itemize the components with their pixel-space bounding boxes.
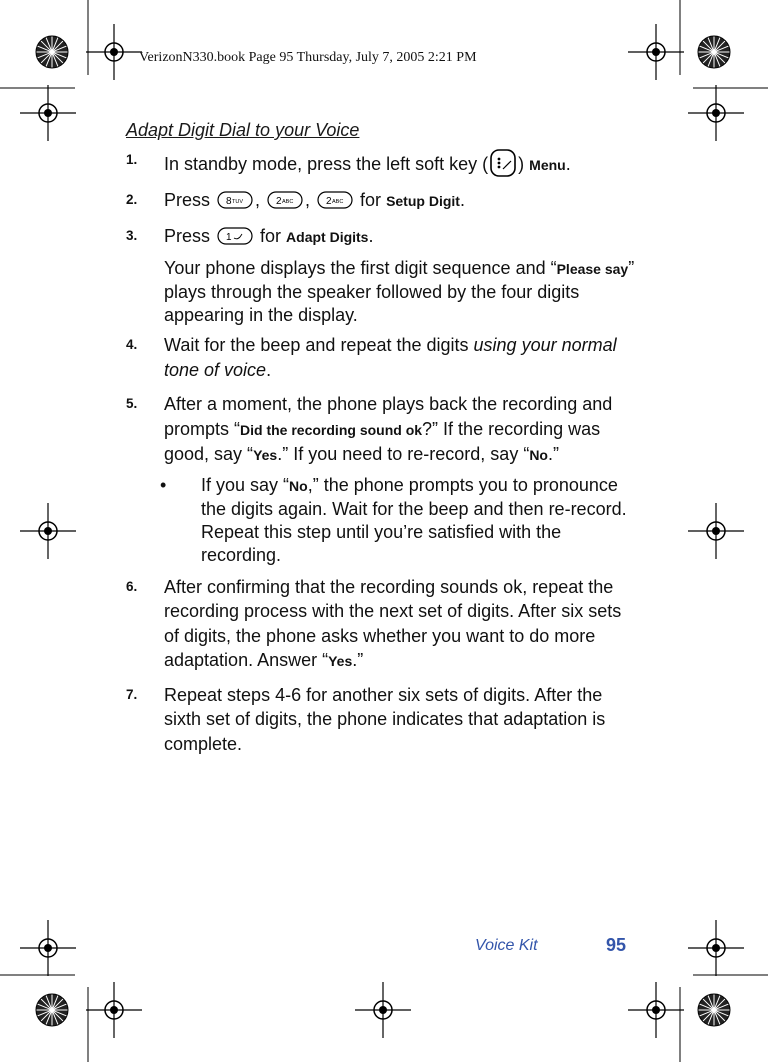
svg-text:2: 2 [276,196,282,207]
steps-list [126,148,636,756]
step-text: .” [352,650,364,670]
step-1 [126,148,636,178]
book-stamp: VerizonN330.book Page 95 Thursday, July 7, 2005 2:21 PM [139,50,477,65]
section-title: Adapt Digit Dial to your Voice [126,120,360,140]
step-2 [126,188,636,214]
step-text: Repeat steps 4-6 for another six sets of digits. After the sixth set of digits, the phone indicates that adaptation is complete. [164,684,606,754]
svg-text:8: 8 [226,196,232,207]
svg-text:2: 2 [326,196,332,207]
step-3-note [126,257,636,327]
step-text: After confirming that the recording sounds ok, repeat the recording process with the next set of digits. After six sets of digits, the phone asks whether you want to do more adaptation. Answer “ [164,576,622,670]
step-number: 5. [126,396,138,411]
step-text: for [255,225,287,246]
step-text: .” [547,444,559,464]
step-text: .” If you need to re-record, say “ [277,444,530,464]
emphasis-text: using your normal tone of voice [164,335,617,380]
svg-text:ABC: ABC [332,199,344,205]
step-text: ) [518,154,530,174]
yes-command: Yes [253,447,278,463]
note-text: Your phone displays the first digit sequence and “ [164,258,557,278]
yes-command: Yes [328,653,353,669]
svg-text:TUV: TUV [232,199,244,205]
step-6 [126,575,636,674]
registration-mark-icon [355,982,411,1038]
step-text: for [355,190,387,210]
step-text: Wait for the beep and repeat the digits [164,335,474,355]
setup-digit-command: Setup Digit [386,193,460,209]
step-number: 2. [126,192,138,207]
color-bar-mark-icon [36,36,68,68]
registration-mark-icon [20,920,76,976]
registration-mark-icon [628,982,684,1038]
bullet-dot-icon: • [160,474,167,495]
no-command: No [289,477,308,494]
registration-mark-icon [688,920,744,976]
color-bar-mark-icon [698,994,730,1026]
bullet-text: If you say “ [201,474,290,495]
step-text: In standby mode, press the left soft key ( [164,154,489,174]
step-number: 1. [126,152,138,167]
step-text: . [459,190,465,210]
bullet-text: ,” the phone prompts you to pronounce the digits again. Wait for the beep and then re-record. Repeat this step until you’re satisfied with the recording. [201,474,627,565]
page-number: 95 [606,935,627,955]
prompt-command: Did the recording sound ok [240,421,423,438]
registration-mark-icon [20,503,76,559]
step-5 [126,392,636,468]
step-3 [126,224,636,250]
registration-mark-icon [86,24,142,80]
no-command: No [529,447,548,463]
key-2-icon [267,191,303,209]
key-2-icon [317,191,353,209]
registration-mark-icon [20,85,76,141]
key-8-icon [217,191,253,209]
step-text: . [368,225,374,246]
menu-command: Menu [529,157,566,173]
step-text: . [266,359,272,380]
step-text: , [305,190,316,210]
step-5-bullet [126,474,636,567]
key-1-icon [217,227,253,245]
step-text: . [565,154,571,174]
step-text: , [255,190,266,210]
color-bar-mark-icon [36,994,68,1026]
step-4 [126,333,636,382]
left-soft-key-icon [489,148,517,178]
step-number: 3. [126,227,138,243]
step-number: 7. [126,686,138,702]
registration-mark-icon [86,982,142,1038]
step-text: ?” If the recording was good, say “ [164,418,601,464]
footer-section-name: Voice Kit [475,937,538,954]
registration-mark-icon [628,24,684,80]
registration-mark-icon [688,503,744,559]
step-text: After a moment, the phone plays back the recording and prompts “ [164,394,613,439]
registration-mark-icon [688,85,744,141]
please-say-command: Please say [556,261,629,277]
note-text: ” plays through the speaker followed by the four digits appearing in the display. [164,258,635,325]
step-text: Press [164,190,216,210]
step-7 [126,683,636,757]
step-number: 4. [126,337,138,352]
step-number: 6. [126,578,138,594]
svg-text:1: 1 [226,231,232,243]
color-bar-mark-icon [698,36,730,68]
svg-text:ABC: ABC [282,199,294,205]
step-text: Press [164,225,216,246]
adapt-digits-command: Adapt Digits [286,228,369,245]
